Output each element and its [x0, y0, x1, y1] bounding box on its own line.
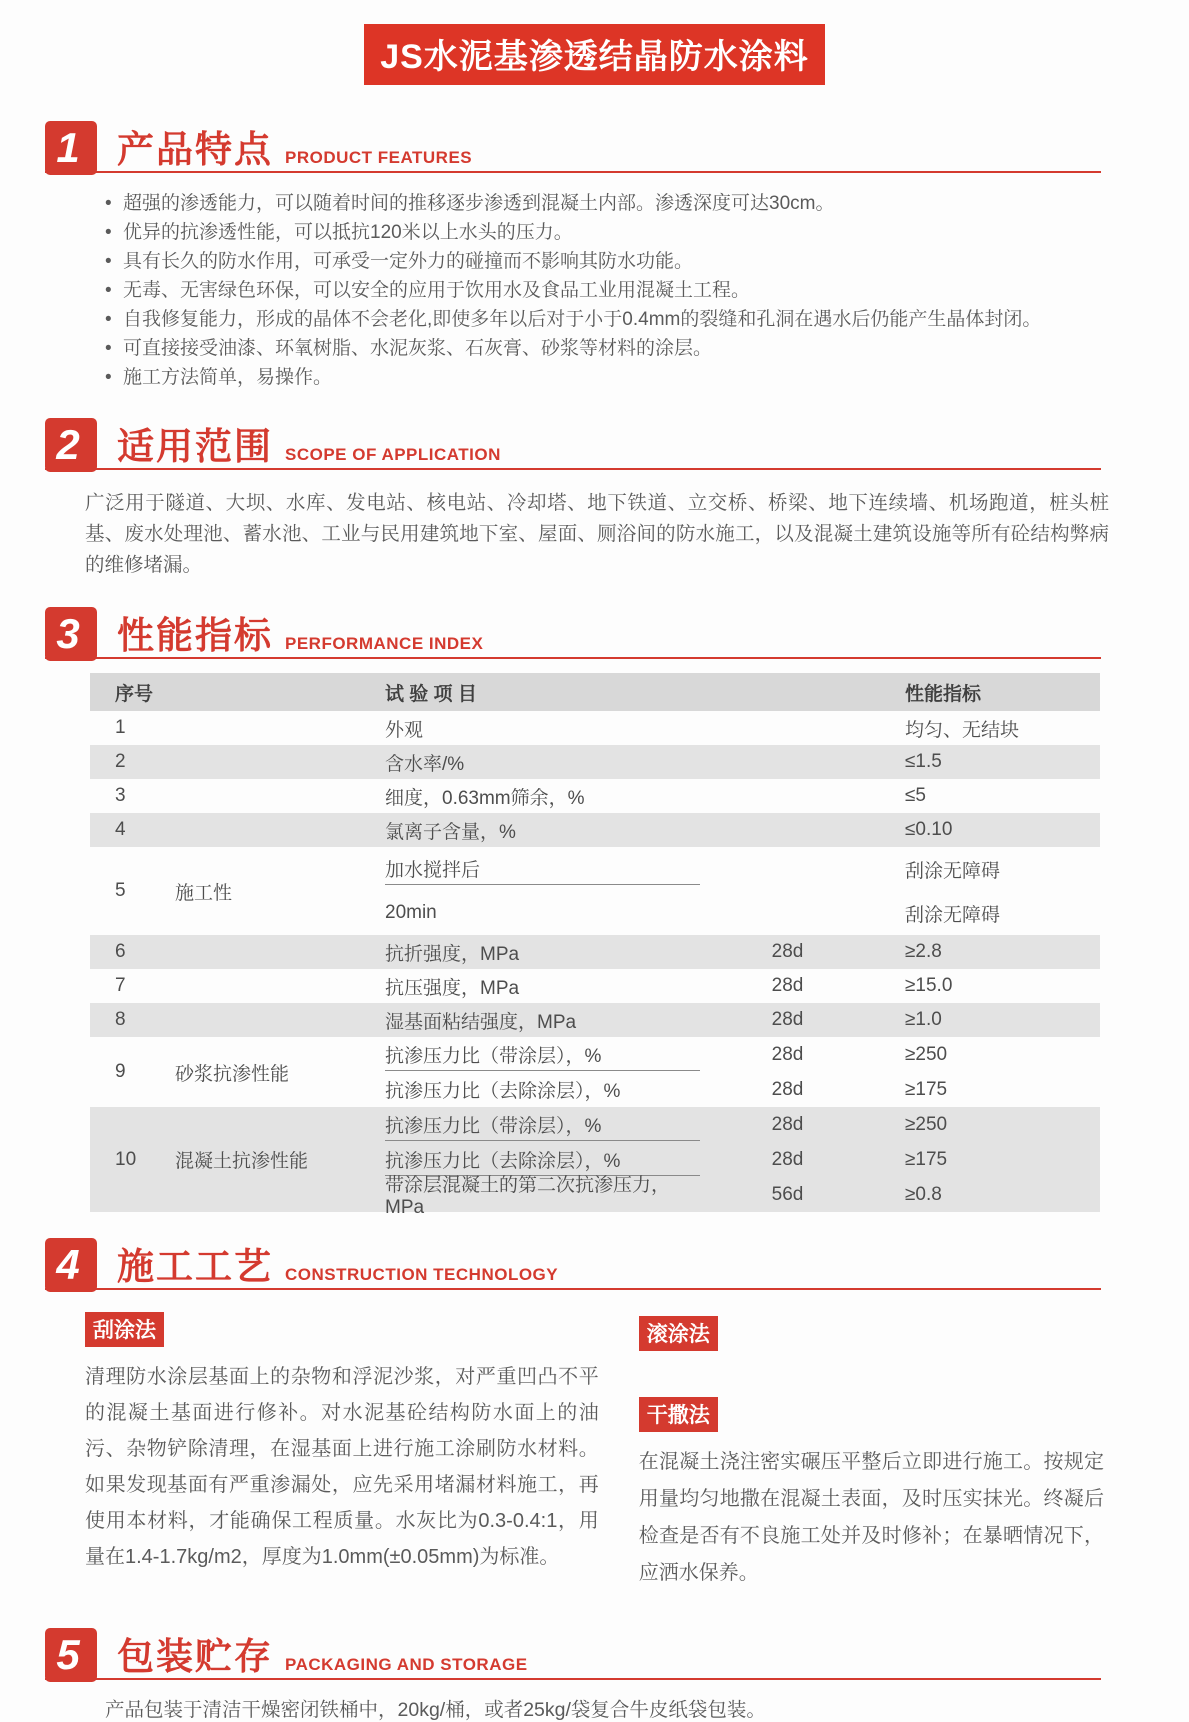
cell-category: 施工性: [175, 882, 233, 904]
table-row: [90, 1003, 1100, 1037]
subcell-age: 28d: [771, 1113, 804, 1135]
section-1-subtitle: PRODUCT FEATURES: [285, 148, 473, 167]
subcell-age: 56d: [771, 1183, 804, 1205]
subcell-value: 刮涂无障碍: [905, 904, 1001, 926]
cell-value: ≥2.8: [905, 941, 942, 962]
cell-item: 细度，0.63mm筛余，%: [385, 787, 585, 809]
cell-item: 含水率/%: [385, 753, 465, 775]
subrow: [385, 1072, 1100, 1107]
table-row: [90, 711, 1100, 745]
section-5-heading: [45, 1628, 1101, 1680]
cell-no: 5: [115, 880, 126, 901]
cell-no: 1: [115, 717, 126, 738]
cell-item: 外观: [385, 719, 424, 741]
cell-item: 湿基面粘结强度，MPa: [385, 1011, 577, 1033]
subcell-item: 带涂层混凝土的第二次抗渗压力，MPa: [385, 1175, 671, 1218]
subcell-value: ≥0.8: [905, 1183, 942, 1205]
cell-category: [175, 969, 385, 1003]
subrow: [385, 1037, 1100, 1072]
subcell-age: 28d: [771, 1043, 804, 1065]
subrow: [385, 1175, 1100, 1218]
cell-subgroup: [385, 847, 1100, 935]
section-4-subtitle: CONSTRUCTION TECHNOLOGY: [285, 1265, 559, 1284]
scope-paragraph: 广泛用于隧道、大坝、水库、发电站、核电站、冷却塔、地下铁道、立交桥、桥梁、地下连续墙、机场跑道，桩头桩基、废水处理池、蓄水池、工业与民用建筑地下室、屋面、厕浴间的防水施工，以及混凝土建筑设施等所有砼结构弊病的维修堵漏。: [85, 492, 1109, 576]
cell-category: [175, 711, 385, 745]
table-row: [90, 1037, 1100, 1107]
section-1-number-badge: 1: [45, 121, 97, 175]
cell-item: 抗压强度，MPa: [385, 977, 520, 999]
subcell-item: 抗渗压力比（带涂层），%: [385, 1109, 700, 1141]
scrape-method-column: [85, 1312, 599, 1592]
cell-no: 4: [115, 819, 126, 840]
table-header-row: [90, 673, 1100, 711]
subcell-value: 刮涂无障碍: [905, 860, 1001, 882]
table-row: [90, 935, 1100, 969]
feature-item: • 自我修复能力，形成的晶体不会老化,即使多年以后对于小于0.4mm的裂缝和孔洞在遇水后仍能产生晶体封闭。: [105, 305, 1129, 334]
subcell-item: 抗渗压力比（去除涂层），%: [385, 1144, 700, 1176]
cell-value: ≤1.5: [905, 751, 942, 772]
subcell-value: ≥175: [905, 1148, 948, 1170]
packaging-paragraph: 产品包装于清洁干燥密闭铁桶中，20kg/桶，或者25kg/袋复合牛皮纸袋包装。: [105, 1699, 766, 1721]
roll-dry-method-column: [639, 1312, 1104, 1592]
table-row: [90, 813, 1100, 847]
cell-item: 氯离子含量，%: [385, 821, 516, 843]
subrow: [385, 1107, 1100, 1142]
cell-subgroup: [385, 1037, 1100, 1107]
feature-item: • 施工方法简单，易操作。: [105, 363, 1129, 392]
cell-value: ≤5: [905, 785, 926, 806]
subcell-age: 28d: [771, 1148, 804, 1170]
section-4-number-badge: 4: [45, 1238, 97, 1292]
cell-value: ≤0.10: [905, 819, 953, 840]
table-row: [90, 779, 1100, 813]
cell-subgroup: [385, 1107, 1100, 1218]
cell-no: 9: [115, 1061, 126, 1082]
subcell-item: 加水搅拌后: [385, 853, 700, 885]
cell-age: 28d: [771, 975, 804, 996]
table-row: [90, 847, 1100, 935]
section-1-title: 产品特点: [117, 129, 273, 171]
table-row: [90, 969, 1100, 1003]
section-5-number-badge: 5: [45, 1628, 97, 1682]
cell-age: 28d: [771, 941, 804, 962]
subcell-item: 20min: [385, 902, 437, 923]
cell-category: [175, 935, 385, 969]
construction-columns: [85, 1312, 1104, 1592]
section-3-heading: [45, 607, 1101, 659]
cell-category: 混凝土抗渗性能: [175, 1151, 309, 1172]
dry-method-text: 在混凝土浇注密实碾压平整后立即进行施工。按规定用量均匀地撒在混凝土表面，及时压实抹光。终凝后检查是否有不良施工处并及时修补；在暴晒情况下，应洒水保养。: [638, 1451, 1104, 1584]
cell-category: [175, 745, 385, 779]
section-2-heading: [45, 418, 1101, 470]
cell-category: [175, 1003, 385, 1037]
feature-item: • 优异的抗渗透性能，可以抵抗120米以上水头的压力。: [105, 218, 1129, 247]
cell-no: 10: [115, 1148, 137, 1170]
subcell-age: 28d: [771, 1078, 804, 1100]
subcell-value: ≥250: [905, 1113, 948, 1135]
subcell-item: 抗渗压力比（去除涂层），%: [385, 1081, 621, 1102]
section-2-title: 适用范围: [117, 426, 273, 468]
product-title-banner: JS水泥基渗透结晶防水涂料: [364, 24, 825, 85]
column-header-index: 性能指标: [875, 673, 1100, 711]
dry-method-label: 干撒法: [639, 1397, 718, 1432]
section-3-title: 性能指标: [117, 615, 273, 657]
cell-category: 砂浆抗渗性能: [175, 1063, 290, 1085]
product-datasheet-page: [0, 24, 1189, 1721]
table-row: [90, 745, 1100, 779]
section-5-title: 包装贮存: [117, 1636, 273, 1678]
scrape-method-label: 刮涂法: [85, 1312, 164, 1347]
section-2-subtitle: SCOPE OF APPLICATION: [285, 445, 501, 464]
cell-no: 7: [115, 975, 126, 996]
section-2-number-badge: 2: [45, 418, 97, 472]
subcell-item: 抗渗压力比（带涂层），%: [385, 1039, 700, 1071]
roll-method-label: 滚涂法: [639, 1316, 718, 1351]
cell-no: 3: [115, 785, 126, 806]
subrow: [385, 847, 1100, 891]
feature-list: [105, 189, 1129, 392]
feature-item: • 具有长久的防水作用，可承受一定外力的碰撞而不影响其防水功能。: [105, 247, 1129, 276]
feature-item: • 超强的渗透能力，可以随着时间的推移逐步渗透到混凝土内部。渗透深度可达30cm。: [105, 189, 1129, 218]
cell-category: [175, 813, 385, 847]
section-5-subtitle: PACKAGING AND STORAGE: [285, 1655, 528, 1674]
scrape-method-text: 清理防水涂层基面上的杂物和浮泥沙浆，对严重凹凸不平的混凝土基面进行修补。对水泥基砼结构防水面上的油污、杂物铲除清理，在湿基面上进行施工涂刷防水材料。如果发现基面有严重渗漏处，应先采用堵漏材料施工，再使用本材料，才能确保工程质量。水灰比为0.3-0.4:1，用量在1.4-1.7kg/m2，厚度为1.0mm(±0.05mm)为标准。: [85, 1366, 599, 1568]
cell-value: ≥15.0: [905, 975, 953, 996]
cell-age: 28d: [771, 1009, 804, 1030]
feature-item: • 无毒、无害绿色环保，可以安全的应用于饮用水及食品工业用混凝土工程。: [105, 276, 1129, 305]
feature-item: • 可直接接受油漆、环氧树脂、水泥灰浆、石灰膏、砂浆等材料的涂层。: [105, 334, 1129, 363]
table-row: [90, 1107, 1100, 1212]
cell-no: 8: [115, 1009, 126, 1030]
section-4-heading: [45, 1238, 1101, 1290]
section-3-subtitle: PERFORMANCE INDEX: [285, 634, 484, 653]
section-4-title: 施工工艺: [117, 1246, 273, 1288]
column-header-item: 试 验 项 目: [385, 673, 875, 711]
subrow: [385, 891, 1100, 935]
cell-value: ≥1.0: [905, 1009, 942, 1030]
cell-no: 2: [115, 751, 126, 772]
cell-category: [175, 779, 385, 813]
section-3-number-badge: 3: [45, 607, 97, 661]
section-1-heading: [45, 121, 1101, 173]
cell-no: 6: [115, 941, 126, 962]
column-header-no: 序号: [90, 673, 385, 711]
cell-value: 均匀、无结块: [905, 719, 1020, 741]
subcell-value: ≥250: [905, 1043, 948, 1065]
subcell-value: ≥175: [905, 1078, 948, 1100]
cell-item: 抗折强度，MPa: [385, 943, 520, 965]
performance-index-table: [90, 673, 1100, 1218]
